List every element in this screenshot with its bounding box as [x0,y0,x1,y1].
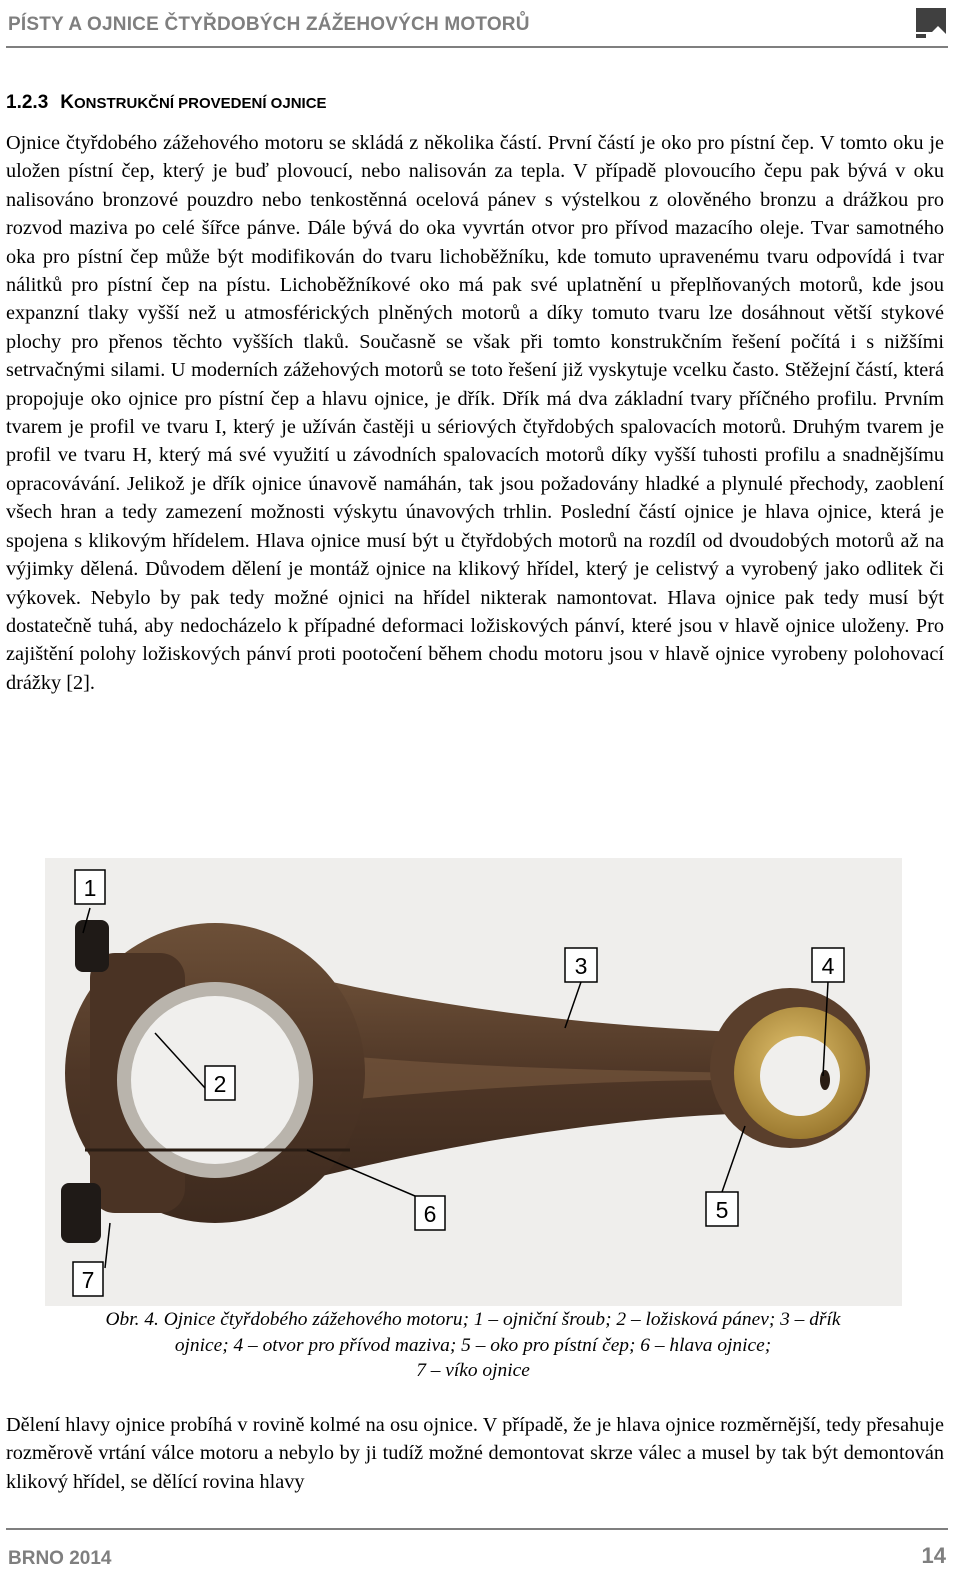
body-paragraph: Dělení hlavy ojnice probíhá v rovině kolmé na osu ojnice. V případě, že je hlava ojnice rozměrnější, tedy přesahuje rozměrově vrtání válce motoru a nebylo by ji tudíž možné demontovat skrze válec a musel by tak být demontován klikový hřídel, se dělící rovina hlavy [6,1414,944,1493]
callout-label-7: 7 [81,1267,95,1293]
institution-logo-icon [914,6,948,40]
page-header [6,10,948,48]
connecting-rod-figure [45,858,902,1306]
caption-line: 7 – víko ojnice [416,1360,530,1381]
figure-caption [28,1307,918,1384]
callout-label-1: 1 [83,875,97,901]
callout-label-4: 4 [821,953,835,979]
section-number: 1.2.3 [6,92,49,113]
page-footer [6,1528,948,1570]
callout-label-6: 6 [423,1201,437,1227]
callout-label-5: 5 [715,1197,729,1223]
caption-line: ojnice; 4 – otvor pro přívod maziva; 5 – oko pro pístní čep; 6 – hlava ojnice; [174,1334,772,1356]
running-header-title: PÍSTY A OJNICE ČTYŘDOBÝCH ZÁŽEHOVÝCH MOTORŮ [8,14,530,35]
callout-label-3: 3 [574,953,588,979]
section-title-initial: K [60,92,74,113]
section-heading [6,92,327,114]
connecting-rod-photo [45,858,902,1306]
page-number: 14 [921,1543,946,1568]
footer-location-year: BRNO 2014 [8,1548,112,1569]
body-paragraph: Ojnice čtyřdobého zážehového motoru se skládá z několika částí. První částí je oko pro pístní čep. V tomto oku je uložen pístní čep, který je buď plovoucí, nebo nalisován za tepla. V případě plovoucího čepu pak bývá v oku nalisováno bronzové pouzdro nebo tenkostěnná ocelová pánev s výstelkou z olověného bronzu a drážkou pro rozvod maziva po celé šířce pánve. Dále bývá do oka vyvrtán otvor pro přívod mazacího oleje. Tvar samotného oka pro pístní čep může být modifikován do tvaru lichoběžníku, kde tomuto upravenému tvaru odpovídá i tvar nálitků pro pístní čep na pístu. Lichoběžníkové oko má pak své uplatnění u přeplňovaných motorů, kde jsou expanzní tlaky vyšší než u atmosférických plněných motorů a díky tomuto tvaru lze dosáhnout větší stykové plochy pro přenos těchto vyšších tlaků. Současně se však při tomto konstrukčním řešení počítá i s nižšími setrvačnými silami. U moderních zážehových motorů se toto řešení již vyskytuje vcelku často. Stěžejní částí, která propojuje oko ojnice pro pístní čep a hlavu ojnice, je dřík. Dřík má dva základní tvary příčného profilu. Prvním tvarem je profil ve tvaru I, který je užíván častěji u sériových čtyřdobých spalovacích motorů. Druhým tvarem je profil ve tvaru H, který má své využití u závodních spalovacích motorů díky vyšší tuhosti profilu a snadnějšímu opracovávání. Jelikož je dřík ojnice únavově namáhán, tak jsou požadovány hladké a plynulé přechody, zaoblení všech hran a tedy zamezení možnosti výskytu únavových trhlin. Poslední částí ojnice je hlava ojnice, která je spojena s klikovým hřídelem. Hlava ojnice musí být u čtyřdobých motorů na rozdíl od dvoudobých motorů až na výjimky dělená. Důvodem dělení je montáž ojnice na klikový hřídel, který je celistvý a vyrobený jako odlitek či výkovek. Nebylo by pak tedy možné ojnici na hřídel nikterak namontovat. Hlava ojnice pak tedy musí být dostatečně tuhá, aby nedocházelo k případné deformaci ložiskových pánví, které jsou v hlavě ojnice uloženy. Pro zajištění polohy ložiskových pánví proti pootočení během chodu motoru jsou v hlavě ojnice vyrobeny polohovací drážky [2]. [6,132,944,694]
caption-line: Obr. 4. Ojnice čtyřdobého zážehového motoru; 1 – ojniční šroub; 2 – ložisková pánev; 3 – dřík [105,1309,841,1330]
section-title: ONSTRUKČNÍ PROVEDENÍ OJNICE [74,95,327,112]
callout-label-2: 2 [213,1071,227,1097]
